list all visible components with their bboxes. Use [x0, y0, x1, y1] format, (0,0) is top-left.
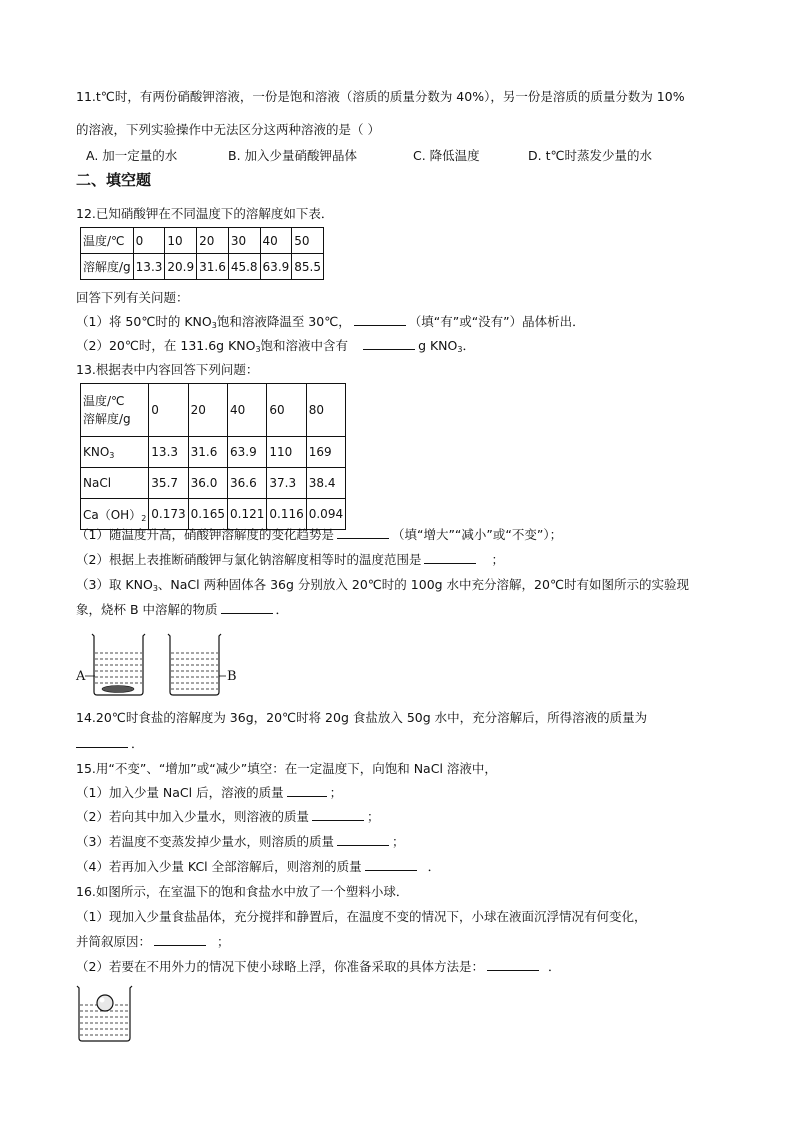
row-label: NaCl [81, 468, 149, 499]
table-cell: 63.9 [260, 254, 292, 280]
answer-blank[interactable] [363, 337, 415, 350]
table-cell: 13.3 [133, 254, 165, 280]
q14-line1: 14.20℃时食盐的溶解度为 36g，20℃时将 20g 食盐放入 50g 水中，充分溶解后，所得溶液的质量为 [76, 710, 648, 725]
beaker-b-label: B [227, 669, 237, 684]
answer-blank[interactable] [76, 735, 128, 748]
beaker-a [92, 634, 145, 695]
row-label [81, 437, 149, 468]
table-cell: 110 [267, 437, 306, 468]
table-row [81, 499, 346, 530]
q12-sub1 [76, 313, 585, 335]
table-cell: 45.8 [228, 254, 260, 280]
header-solubility: 溶解度/g [83, 412, 131, 426]
q12-sub1-text-b: 饱和溶液降温至 30℃， [216, 314, 351, 329]
q13-sub3-line2-text-b: ． [275, 602, 289, 617]
table-header-cell [81, 384, 149, 437]
q12-sub2-text-c: g KNO [418, 338, 458, 353]
q15-sub1-end: ； [329, 785, 343, 800]
q13-sub2 [76, 551, 504, 569]
answer-blank[interactable] [337, 526, 389, 539]
answer-blank[interactable] [337, 833, 389, 846]
table-cell: 13.3 [149, 437, 188, 468]
q13-sub3-line2-text-a: 象，烧杯 B 中溶解的物质 [76, 602, 218, 617]
q12-sub2-text-a: （2）20℃时，在 131.6g KNO [76, 338, 256, 353]
table-cell: 20.9 [165, 254, 197, 280]
table-cell: 63.9 [228, 437, 267, 468]
table-row [81, 254, 324, 280]
q15-sub2-end: ； [366, 809, 380, 824]
row-label-text: KNO [83, 444, 110, 459]
q12-sub2-text-b: 饱和溶液中含有 [260, 338, 349, 353]
q13-stem: 13.根据表中内容回答下列问题： [76, 362, 259, 377]
table-cell: 20 [188, 384, 227, 437]
q16-sub1-line2 [76, 933, 230, 951]
subscript: 3 [457, 345, 463, 354]
table-cell: 169 [306, 437, 345, 468]
q13-sub3-text-a: （3）取 KNO [76, 577, 153, 592]
q11-option-d: D. t℃时蒸发少量的水 [528, 148, 653, 163]
table-cell: 37.3 [267, 468, 306, 499]
q15-sub4-end: ． [427, 859, 441, 874]
q15-sub4-text: （4）若再加入少量 KCl 全部溶解后，则溶剂的质量 [76, 859, 362, 874]
q14-line2 [76, 735, 144, 753]
answer-blank[interactable] [312, 808, 364, 821]
table-cell: 38.4 [306, 468, 345, 499]
q11-option-a: A. 加一定量的水 [86, 148, 178, 163]
q11-line1: 11.t℃时，有两份硝酸钾溶液，一份是饱和溶液（溶质的质量分数为 40%），另一份是溶质的质量分数为 10% [76, 89, 685, 104]
beaker-a-label: A [76, 669, 86, 684]
table-cell: 40 [260, 228, 292, 254]
table-cell: 0.121 [228, 499, 267, 530]
answer-blank[interactable] [221, 601, 273, 614]
answer-blank[interactable] [154, 933, 206, 946]
table-cell: 80 [306, 384, 345, 437]
q13-sub2-text-a: （2）根据上表推断硝酸钾与氯化钠溶解度相等时的温度范围是 [76, 552, 422, 567]
q12-sub1-text-c: （填“有”或“没有”）晶体析出． [408, 314, 585, 329]
q16-sub2-text: （2）若要在不用外力的情况下使小球略上浮，你准备采取的具体方法是： [76, 959, 484, 974]
q15-stem: 15.用“不变”、“增加”或“减少”填空：在一定温度下，向饱和 NaCl 溶液中， [76, 761, 497, 776]
q13-sub1 [76, 526, 562, 544]
answer-blank[interactable] [354, 313, 406, 326]
answer-blank[interactable] [287, 784, 327, 797]
table-row [81, 468, 346, 499]
header-temperature: 温度/℃ [83, 394, 125, 408]
table-cell: 0.173 [149, 499, 188, 530]
table-cell: 31.6 [188, 437, 227, 468]
table-cell: 0.165 [188, 499, 227, 530]
q15-sub3 [76, 833, 404, 851]
beaker-b [168, 634, 221, 695]
ball-beaker-figure [74, 983, 138, 1045]
q12-sub1-text-a: （1）将 50℃时的 KNO [76, 314, 212, 329]
q13-sub3-line2 [76, 601, 288, 619]
answer-blank[interactable] [424, 551, 476, 564]
q11-option-c: C. 降低温度 [413, 148, 480, 163]
q12-stem: 12.已知硝酸钾在不同温度下的溶解度如下表． [76, 206, 334, 221]
q15-sub2-text: （2）若向其中加入少量水，则溶液的质量 [76, 809, 309, 824]
q14-line2-end: ． [131, 736, 144, 751]
table-row [81, 228, 324, 254]
table-cell: 0 [149, 384, 188, 437]
subscript: 3 [152, 584, 158, 593]
q16-sub2 [76, 958, 560, 976]
q11-option-b: B. 加入少量硝酸钾晶体 [228, 148, 358, 163]
q15-sub3-text: （3）若温度不变蒸发掉少量水，则溶质的质量 [76, 834, 334, 849]
beakers-figure [74, 628, 244, 700]
row-label [81, 499, 149, 530]
q15-sub3-end: ； [391, 834, 405, 849]
table-cell: 60 [267, 384, 306, 437]
q16-sub1-line2-end: ； [217, 934, 230, 949]
table-cell: 0.094 [306, 499, 345, 530]
q15-sub2 [76, 808, 379, 826]
q15-sub4 [76, 858, 440, 876]
q12-solubility-table [80, 227, 324, 280]
q16-sub2-end: ． [547, 959, 561, 974]
table-cell: 36.0 [188, 468, 227, 499]
q12-sub2-text-d: ． [462, 338, 475, 353]
table-cell: 10 [165, 228, 197, 254]
table-cell: 40 [228, 384, 267, 437]
table-cell: 36.6 [228, 468, 267, 499]
q16-sub1: （1）现加入少量食盐晶体，充分搅拌和静置后，在温度不变的情况下，小球在液面沉浮情况有何变化， [76, 909, 647, 924]
subscript: 3 [211, 321, 217, 330]
undissolved-solid [102, 686, 134, 693]
answer-blank[interactable] [487, 958, 539, 971]
table-cell: 20 [197, 228, 229, 254]
table-cell: 温度/℃ [81, 228, 134, 254]
section-title: 二、填空题 [76, 171, 152, 189]
q13-solubility-table [80, 383, 346, 530]
table-row [81, 437, 346, 468]
q15-sub1-text: （1）加入少量 NaCl 后，溶液的质量 [76, 785, 284, 800]
table-cell: 35.7 [149, 468, 188, 499]
plastic-ball [97, 995, 113, 1011]
answer-blank[interactable] [365, 858, 417, 871]
q16-sub1-line2-text: 并简叙原因： [76, 934, 152, 949]
subscript: 3 [255, 345, 261, 354]
q12-sub2 [76, 337, 475, 359]
table-cell: 溶解度/g [81, 254, 134, 280]
q13-sub1-text-a: （1）随温度升高，硝酸钾溶解度的变化趋势是 [76, 527, 334, 542]
subscript: 3 [109, 450, 115, 460]
q13-sub3-text-b: 、NaCl 两种固体各 36g 分别放入 20℃时的 100g 水中充分溶解，20℃时有如图所示的实验现 [157, 577, 689, 592]
subscript: 2 [141, 513, 147, 523]
q12-prompt: 回答下列有关问题： [76, 290, 189, 305]
table-cell: 30 [228, 228, 260, 254]
table-cell: 85.5 [292, 254, 324, 280]
row-label-text: Ca（OH） [83, 507, 142, 522]
table-cell: 31.6 [197, 254, 229, 280]
table-cell: 0 [133, 228, 165, 254]
table-row [81, 384, 346, 437]
q13-sub1-text-b: （填“增大”“减小”或“不变”）； [391, 527, 563, 542]
q13-sub2-text-b: ； [491, 552, 504, 567]
q13-sub3 [76, 576, 689, 598]
table-cell: 50 [292, 228, 324, 254]
q11-line2: 的溶液，下列实验操作中无法区分这两种溶液的是（ ） [76, 122, 380, 137]
q15-sub1 [76, 784, 342, 802]
q16-stem: 16.如图所示，在室温下的饱和食盐水中放了一个塑料小球． [76, 884, 409, 899]
table-cell: 0.116 [267, 499, 306, 530]
